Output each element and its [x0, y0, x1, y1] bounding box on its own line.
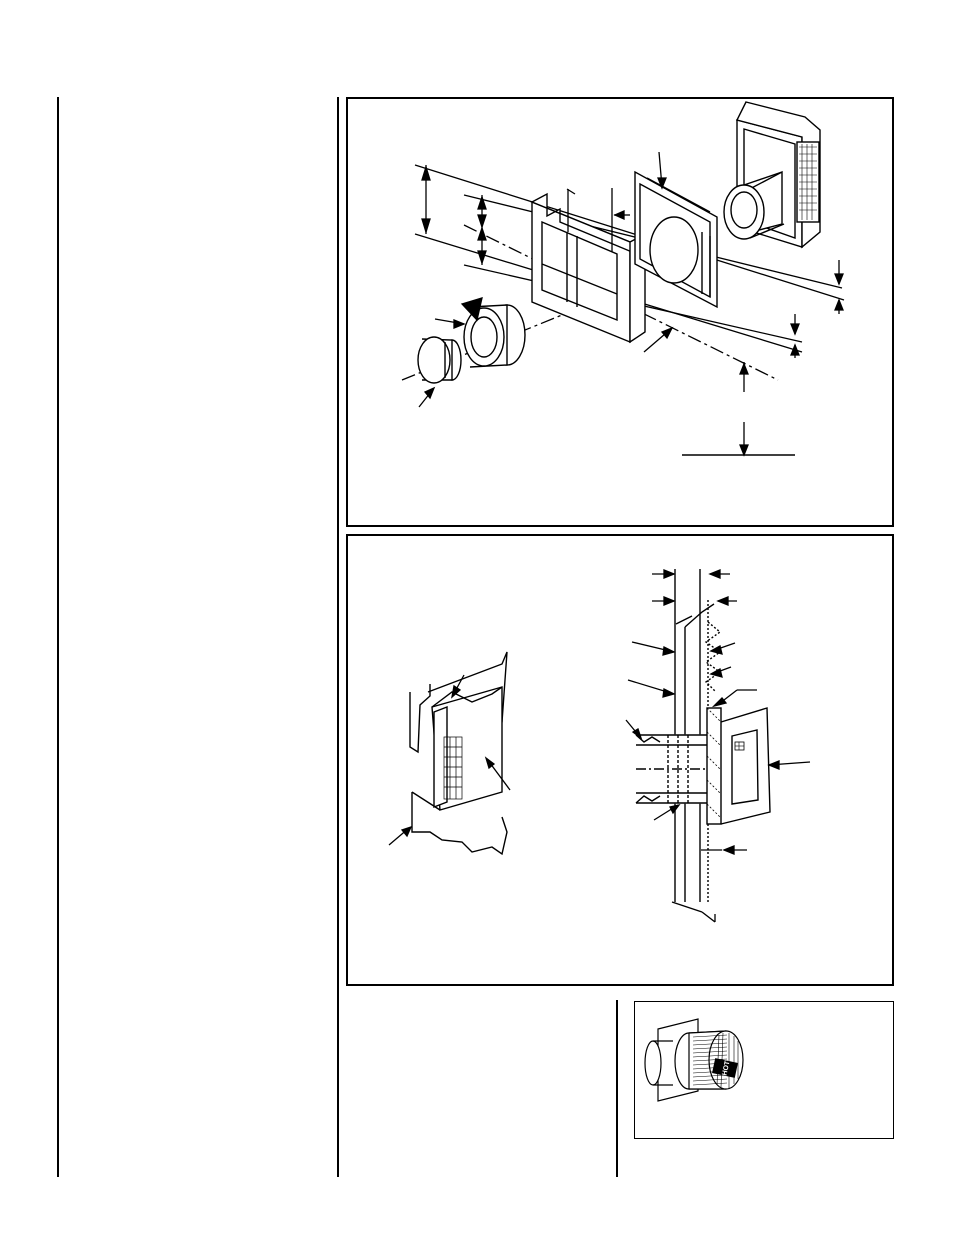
left-margin-rule: [57, 97, 59, 1177]
wall-plate: [635, 172, 717, 307]
wall-cutaway-diagram: [348, 536, 896, 988]
vent-cap-drawing: [635, 1002, 895, 1140]
vent-pipe-sections: [418, 305, 525, 383]
figure-wall-termination-cutaway: [346, 534, 894, 986]
termination-perspective-sketch: [410, 652, 507, 854]
exploded-vent-diagram: [348, 99, 896, 529]
hot-stamp: HOT: [721, 1060, 732, 1077]
middle-column-rule: [337, 97, 339, 1177]
wall-cross-section: [636, 569, 770, 922]
lower-column-rule: [616, 1000, 618, 1177]
figure-exploded-vent-assembly: [346, 97, 894, 527]
vent-termination-hood: [724, 102, 820, 247]
figure-vent-cap-thimble: [634, 1001, 894, 1139]
